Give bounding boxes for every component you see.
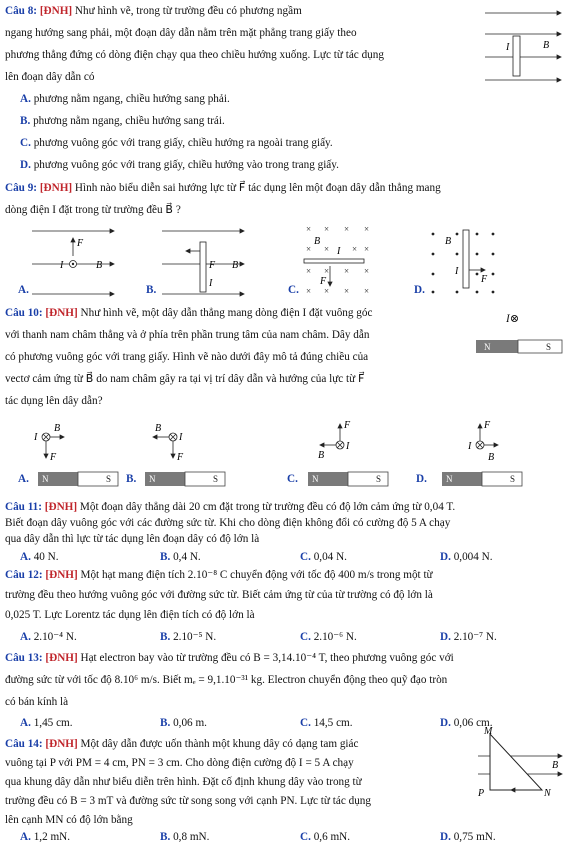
q11-option-c[interactable]: C. 0,04 N.	[300, 551, 347, 563]
q8-fig-B: B⃗	[543, 40, 557, 51]
q13-option-a[interactable]: A. 1,45 cm.	[20, 717, 73, 729]
svg-text:×: ×	[324, 266, 330, 276]
q10-main-magnet	[476, 340, 566, 354]
q9-figure-c	[300, 222, 390, 300]
q10-line-2: với thanh nam châm thẳng và ở phía trên phần trung tâm của nam châm. Dây dẫn	[5, 329, 370, 341]
q13-line-2: đường sức từ với tốc độ 8.10⁶ m/s. Biết mₑ = 9,1.10⁻³¹ kg. Electron chuyển động theo quỹ đạo tròn	[5, 674, 448, 686]
q10-label-b[interactable]: B.	[126, 473, 137, 485]
svg-text:×: ×	[344, 266, 350, 276]
q9d-B: B⃗	[445, 236, 459, 247]
q10a-F: F⃗	[50, 452, 64, 463]
q9b-F: F⃗	[209, 260, 223, 271]
q11-line-3: qua dây dẫn thì lực từ tác dụng lên đoạn dây có độ lớn là	[5, 533, 260, 545]
q8-option-d[interactable]: D. phương vuông góc với trang giấy, chiều hướng vào trong trang giấy.	[20, 159, 339, 171]
q9a-I: I	[60, 260, 64, 271]
q8-option-a[interactable]: A. phương nằm ngang, chiều hướng sang phải.	[20, 93, 230, 105]
q10c-I: I	[346, 441, 350, 452]
q10-main-n: N	[484, 342, 491, 352]
q11-option-b[interactable]: B. 0,4 N.	[160, 551, 201, 563]
svg-text:×: ×	[306, 224, 312, 234]
q13-option-c[interactable]: C. 14,5 cm.	[300, 717, 353, 729]
q14-P: P	[478, 788, 485, 799]
q10d-s: S	[510, 474, 516, 484]
q13-line-3: có bán kính là	[5, 696, 69, 708]
svg-text:×: ×	[324, 286, 330, 296]
svg-text:×: ×	[364, 266, 370, 276]
q14-line-1: Câu 14: [ĐNH] Một dây dẫn được uốn thành một khung dây có dạng tam giác	[5, 738, 359, 750]
q9a-F: F⃗	[77, 238, 91, 249]
q10b-F: F⃗	[177, 452, 191, 463]
q14-line-3: qua khung dây dẫn như biểu diễn trên hình. Đặt cố định khung dây vào trong từ	[5, 776, 362, 788]
svg-text:×: ×	[344, 286, 350, 296]
svg-text:×: ×	[352, 244, 358, 254]
q8-fig-I: I	[506, 42, 510, 53]
q9d-F: F⃗	[481, 274, 495, 285]
q9c-B: B⃗	[314, 236, 328, 247]
q10b-n: N	[149, 474, 156, 484]
q9c-I: I	[337, 246, 341, 257]
q9-figure-d	[425, 226, 505, 300]
q14-option-c[interactable]: C. 0,6 mN.	[300, 831, 351, 843]
q8-option-c[interactable]: C. phương vuông góc với trang giấy, chiều hướng ra ngoài trang giấy.	[20, 137, 333, 149]
q14-number: Câu 14: [ĐNH]	[5, 738, 78, 750]
q10-line-3: có phương vuông góc với trang giấy. Hình vẽ nào dưới đây mô tả đúng chiều của	[5, 351, 369, 363]
q10a-I: I	[34, 432, 38, 443]
q10-main-s: S	[546, 342, 552, 352]
svg-text:×: ×	[306, 266, 312, 276]
q8-line-4: lên đoạn dây dẫn có	[5, 71, 95, 83]
q9-label-d[interactable]: D.	[414, 284, 425, 296]
q14-line-4: trường đều có B = 3 mT và đường sức từ song song với cạnh PN. Lực từ tác dụng	[5, 795, 371, 807]
q10b-B: B⃗	[155, 423, 169, 434]
q14-B: B⃗	[552, 760, 566, 771]
q10-figure-a	[30, 420, 150, 500]
q12-option-a[interactable]: A. 2.10⁻⁴ N.	[20, 631, 77, 643]
q14-line-5: lên cạnh MN có độ lớn bằng	[5, 814, 133, 826]
q9-label-c[interactable]: C.	[288, 284, 299, 296]
q10c-B: B⃗	[318, 450, 332, 461]
svg-text:×: ×	[364, 286, 370, 296]
q10-figure-d	[428, 420, 548, 500]
q9b-B: B⃗	[232, 260, 246, 271]
q11-line-1: Câu 11: [ĐNH] Một đoạn dây thẳng dài 20 cm đặt trong từ trường đều có độ lớn cảm ứng từ 0,04 T.	[5, 501, 456, 513]
q12-line-3: 0,025 T. Lực Lorentz tác dụng lên điện tích có độ lớn là	[5, 609, 255, 621]
q8-line-2: ngang hướng sang phải, một đoạn dây dẫn nằm trên mặt phẳng trang giấy theo	[5, 27, 357, 39]
q10-wire-label: I⊗	[506, 313, 520, 325]
q13-line-1: Câu 13: [ĐNH] Hạt electron bay vào từ trường đều có B = 3,14.10⁻⁴ T, theo phương vuông góc với	[5, 652, 454, 664]
q9a-B: B⃗	[96, 260, 110, 271]
q10c-F: F⃗	[344, 420, 358, 431]
q10-number: Câu 10: [ĐNH]	[5, 307, 78, 319]
q12-option-c[interactable]: C. 2.10⁻⁶ N.	[300, 631, 357, 643]
q10c-n: N	[312, 474, 319, 484]
q10-line-5: tác dụng lên dây dẫn?	[5, 395, 103, 407]
q10-line-4: vectơ cảm ứng từ B⃗ do nam châm gây ra tại vị trí dây dẫn và hướng của lực từ F⃗	[5, 373, 365, 385]
svg-text:×: ×	[344, 224, 350, 234]
q9-label-b[interactable]: B.	[146, 284, 157, 296]
q14-option-a[interactable]: A. 1,2 mN.	[20, 831, 71, 843]
q9-figure-b	[160, 226, 250, 298]
q14-line-2: vuông tại P với PM = 4 cm, PN = 3 cm. Cho dòng điện cường độ I = 5 A chạy	[5, 757, 354, 769]
q9-label-a[interactable]: A.	[18, 284, 29, 296]
q10-figure-b	[135, 420, 255, 500]
q12-line-1: Câu 12: [ĐNH] Một hạt mang điện tích 2.10⁻⁸ C chuyển động với tốc độ 400 m/s trong một từ	[5, 569, 433, 581]
q8-line-1: Câu 8: [ĐNH] Như hình vẽ, trong từ trường đều có phương ngầm	[5, 5, 302, 17]
q14-M: M	[484, 726, 493, 737]
q14-figure	[478, 726, 568, 798]
q12-option-d[interactable]: D. 2.10⁻⁷ N.	[440, 631, 497, 643]
svg-text:×: ×	[364, 224, 370, 234]
q12-line-2: trường đều theo hướng vuông góc với đường sức từ. Biết cảm ứng từ của từ trường có độ lớn là	[5, 589, 433, 601]
q13-option-b[interactable]: B. 0,06 m.	[160, 717, 207, 729]
q11-number: Câu 11: [ĐNH]	[5, 501, 78, 513]
q10d-F: F⃗	[484, 420, 498, 431]
svg-text:×: ×	[324, 224, 330, 234]
q8-line-3: phương thẳng đứng có dòng điện chạy qua theo chiều hướng xuống. Lực từ tác dụng	[5, 49, 384, 61]
q12-number: Câu 12: [ĐNH]	[5, 569, 78, 581]
q9b-I: I	[209, 278, 213, 289]
q10a-B: B⃗	[54, 423, 68, 434]
svg-text:×: ×	[324, 244, 330, 254]
q9-line-1: Câu 9: [ĐNH] Hình nào biểu diễn sai hướng lực từ F⃗ tác dụng lên một đoạn dây dẫn thẳng mang	[5, 182, 441, 194]
q10d-B: B⃗	[488, 452, 502, 463]
q10b-s: S	[213, 474, 219, 484]
q13-option-d[interactable]: D. 0,06 cm.	[440, 717, 493, 729]
q11-option-a[interactable]: A. 40 N.	[20, 551, 59, 563]
svg-text:×: ×	[364, 244, 370, 254]
q10-label-c[interactable]: C.	[287, 473, 298, 485]
q14-option-d[interactable]: D. 0,75 mN.	[440, 831, 496, 843]
q9-line-2: dòng điện I đặt trong từ trường đều B⃗ ?	[5, 204, 181, 216]
q9c-F: F⃗	[320, 276, 334, 287]
q13-number: Câu 13: [ĐNH]	[5, 652, 78, 664]
q9-number: Câu 9: [ĐNH]	[5, 182, 73, 194]
q10-label-d[interactable]: D.	[416, 473, 427, 485]
q9-figure-a	[30, 226, 120, 298]
q10d-n: N	[446, 474, 453, 484]
q14-N: N	[544, 788, 551, 799]
q10a-n: N	[42, 474, 49, 484]
svg-text:×: ×	[306, 286, 312, 296]
q10-line-1: Câu 10: [ĐNH] Như hình vẽ, một dây dẫn thẳng mang dòng điện I đặt vuông góc	[5, 307, 373, 319]
q10c-s: S	[376, 474, 382, 484]
q8-number: Câu 8: [ĐNH]	[5, 5, 73, 17]
q10-label-a[interactable]: A.	[18, 473, 29, 485]
q14-option-b[interactable]: B. 0,8 mN.	[160, 831, 210, 843]
q8-option-b[interactable]: B. phương nằm ngang, chiều hướng sang trái.	[20, 115, 225, 127]
q11-option-d[interactable]: D. 0,004 N.	[440, 551, 493, 563]
q10a-s: S	[106, 474, 112, 484]
q10b-I: I	[179, 432, 183, 443]
q12-option-b[interactable]: B. 2.10⁻⁵ N.	[160, 631, 217, 643]
q10d-I: I	[468, 441, 472, 452]
q10-figure-c	[298, 420, 418, 500]
svg-text:×: ×	[306, 244, 312, 254]
q9d-I: I	[455, 266, 459, 277]
q8-figure	[485, 8, 565, 88]
q11-line-2: Biết đoạn dây vuông góc với các đường sức từ. Khi cho dòng điện không đổi có cường độ 5 A chạy	[5, 517, 451, 529]
